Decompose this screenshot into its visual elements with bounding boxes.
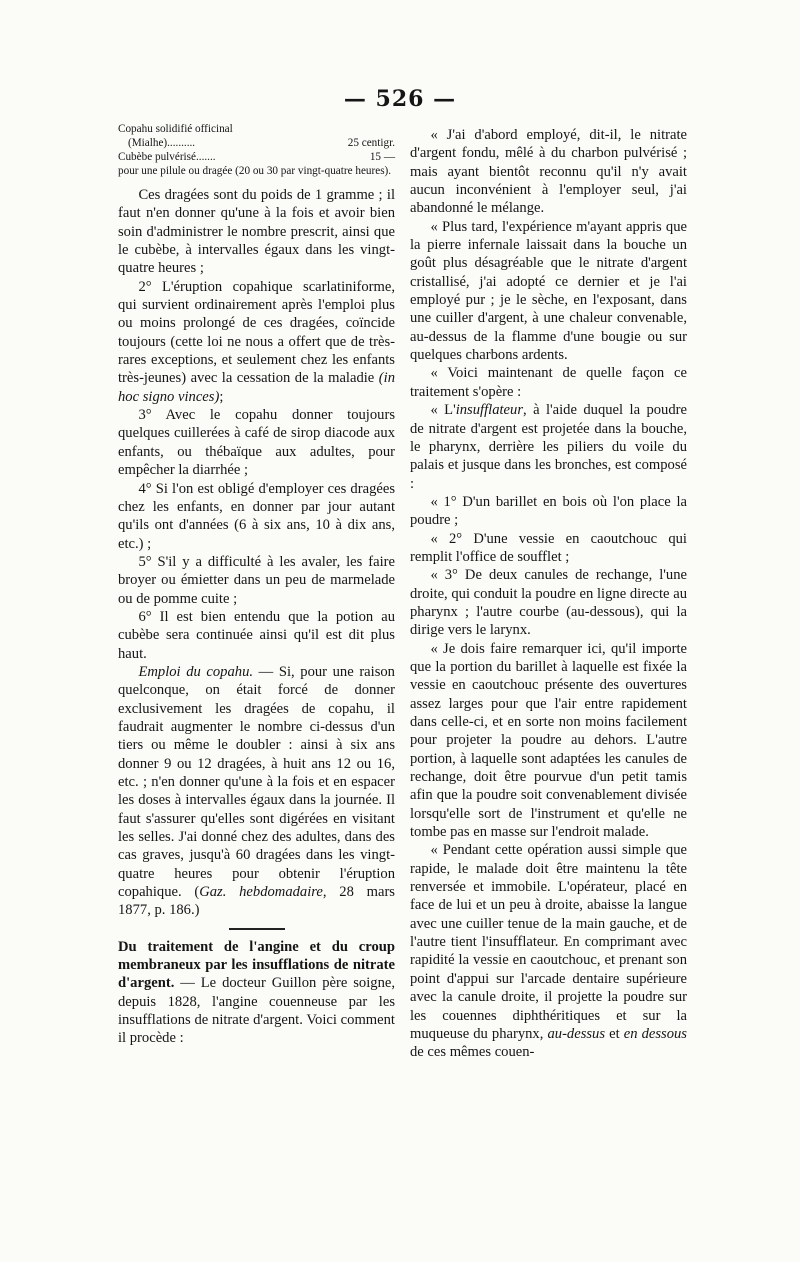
section-subtitle: Emploi du copahu. [138, 663, 254, 680]
paragraph: « Pendant cette opération aussi simple que rapide, le malade doit être maintenu la tête renversée et immobile. L'opérateur, placé en face de lui et un peu à droite, abaisse la langue avec une cuiller tenue de la main gauche, et de l'autre tient l'insufflateur. En comprimant avec rapidité la vessie en caoutchouc, et prenant son point d'appui sur l'arcade dentaire supérieure avec la canule droite, il projette la poudre sur les couennes diphthéritiques et sur la muqueuse du pharynx, au-dessus et en dessous de ces mêmes couen- [410, 842, 687, 1061]
recipe-block [118, 122, 395, 178]
recipe-line [118, 136, 395, 150]
paragraph: 4° Si l'on est obligé d'employer ces dragées chez les enfants, en donner par jour autant qu'ils ont d'années (6 à six ans, 10 à dix ans, etc.) ; [118, 480, 395, 552]
paragraph: Du traitement de l'angine et du croup membraneux par les insufflations de nitrate d'argent. — Le docteur Guillon père soigne, depuis 1828, l'angine couenneuse par les insufflations de nitrate d'argent. Voici comment il procède : [118, 938, 395, 1047]
paragraph: Emploi du copahu. — Si, pour une raison quelconque, on était forcé de donner exclusivement les dragées de copahu, il faudrait augmenter le nombre ci-dessus d'un tiers ou même le doubler : ainsi à six ans donner 9 ou 12 dragées, à huit ans 12 ou 16, etc. ; n'en donner qu'une à la fois et en espacer les doses à intervalles égaux dans la journée. Il faut s'assurer qu'elles sont digérées en visitant les selles. J'ai donné chez des adultes, dans des cas graves, jusqu'à 60 dragées dans les vingt-quatre heures pour obtenir l'éruption copahique. (Gaz. hebdomadaire, 28 mars 1877, p. 186.) [118, 663, 395, 919]
term-italic: en dessous [623, 1025, 687, 1042]
paragraph: 6° Il est bien entendu que la potion au cubèbe sera continuée ainsi qu'il est dit plus haut. [118, 608, 395, 662]
paragraph: « 2° D'une vessie en caoutchouc qui remplit l'office de soufflet ; [410, 530, 687, 565]
section-heading: Du traitement de l'angine et du croup membraneux par les insufflations de nitrate d'argent. [118, 938, 395, 992]
paragraph: 2° L'éruption copahique scarlatiniforme, qui survient ordinairement après l'emploi plus ou moins prolongé de ces dragées, coïncide toujours (cette loi ne nous a offert que de très-rares exceptions, et seulement chez les enfants très-jeunes) avec la cessation de la maladie (in hoc signo vinces); [118, 278, 395, 405]
left-column [118, 122, 395, 1048]
recipe-amount: 15 — [369, 151, 395, 163]
paragraph: 5° S'il y a difficulté à les avaler, les faire broyer ou émietter dans un peu de marmelade ou de pomme cuite ; [118, 553, 395, 607]
paragraph: « Plus tard, l'expérience m'ayant appris que la pierre infernale laissait dans la bouche un goût plus désagréable que le nitrate d'argent cristallisé, j'ai adopté ce dernier et je l'ai employé pur ; je le sèche, en l'exposant, dans une cuiller d'argent, à une chaleur convenable, au-dessus de la flamme d'une bougie ou sur quelques charbons ardents. [410, 218, 687, 364]
divider-rule [229, 928, 285, 930]
recipe-line [118, 150, 395, 164]
right-column [410, 126, 687, 1062]
term-italic: au-dessus [547, 1025, 606, 1042]
paragraph: « 3° De deux canules de rechange, l'une droite, qui conduit la poudre en ligne directe au pharynx ; l'autre courbe (au-dessous), qui la dirige vers le larynx. [410, 567, 687, 639]
recipe-label: Cubèbe pulvérisé....... [118, 151, 216, 163]
recipe-amount: 25 centigr. [347, 137, 395, 149]
paragraph: « Voici maintenant de quelle façon ce traitement s'opère : [410, 365, 687, 400]
paragraph: « Je dois faire remarquer ici, qu'il importe que la portion du barillet à laquelle est fixée la vessie en caoutchouc présente des ouvertures assez larges pour que l'air entre rapidement dans celle-ci, et en sorte non moins facilement pour projeter la poudre au dehors. L'autre portion, à laquelle sont adaptées les canules de rechange, doit être pourvue d'un petit tamis afin que la poudre soit convenablement divisée lorsqu'elle sort de l'instrument et qu'elle ne tombe pas en masse sur l'endroit malade. [410, 640, 687, 841]
recipe-note: pour une pilule ou dragée (20 ou 30 par vingt-quatre heures). [118, 165, 392, 177]
paragraph: « L'insufflateur, à l'aide duquel la poudre de nitrate d'argent est projetée dans la bouche, le pharynx, derrière les piliers du voile du palais et jusque dans les bronches, est composé : [410, 402, 687, 492]
paragraph: 3° Avec le copahu donner toujours quelques cuillerées à café de sirop diacode aux enfants, ou thébaïque aux adultes, pour empêcher la diarrhée ; [118, 407, 395, 479]
page-number: — 526 — [343, 86, 457, 112]
paragraph: Ces dragées sont du poids de 1 gramme ; il faut n'en donner qu'une à la fois et avoir bien soin d'administrer le nombre prescrit, ainsi que le cubèbe, à intervalles égaux dans les vingt-quatre heures ; [118, 187, 395, 277]
recipe-line [118, 122, 395, 136]
recipe-label: (Mialhe).......... [128, 137, 196, 149]
term-italic: insufflateur [455, 402, 523, 419]
paragraph: « 1° D'un barillet en bois où l'on place la poudre ; [410, 493, 687, 529]
source-citation: Gaz. hebdomadaire [199, 884, 323, 901]
recipe-label: Copahu solidifié officinal [118, 123, 233, 135]
latin-motto: (in hoc signo vinces) [118, 370, 395, 405]
paragraph: « J'ai d'abord employé, dit-il, le nitrate d'argent fondu, mêlé à du charbon pulvérisé ; mais ayant bientôt reconnu qu'il n'y avait aucun inconvénient à l'employer seul, j'ai abandonné le mélange. [410, 127, 687, 217]
